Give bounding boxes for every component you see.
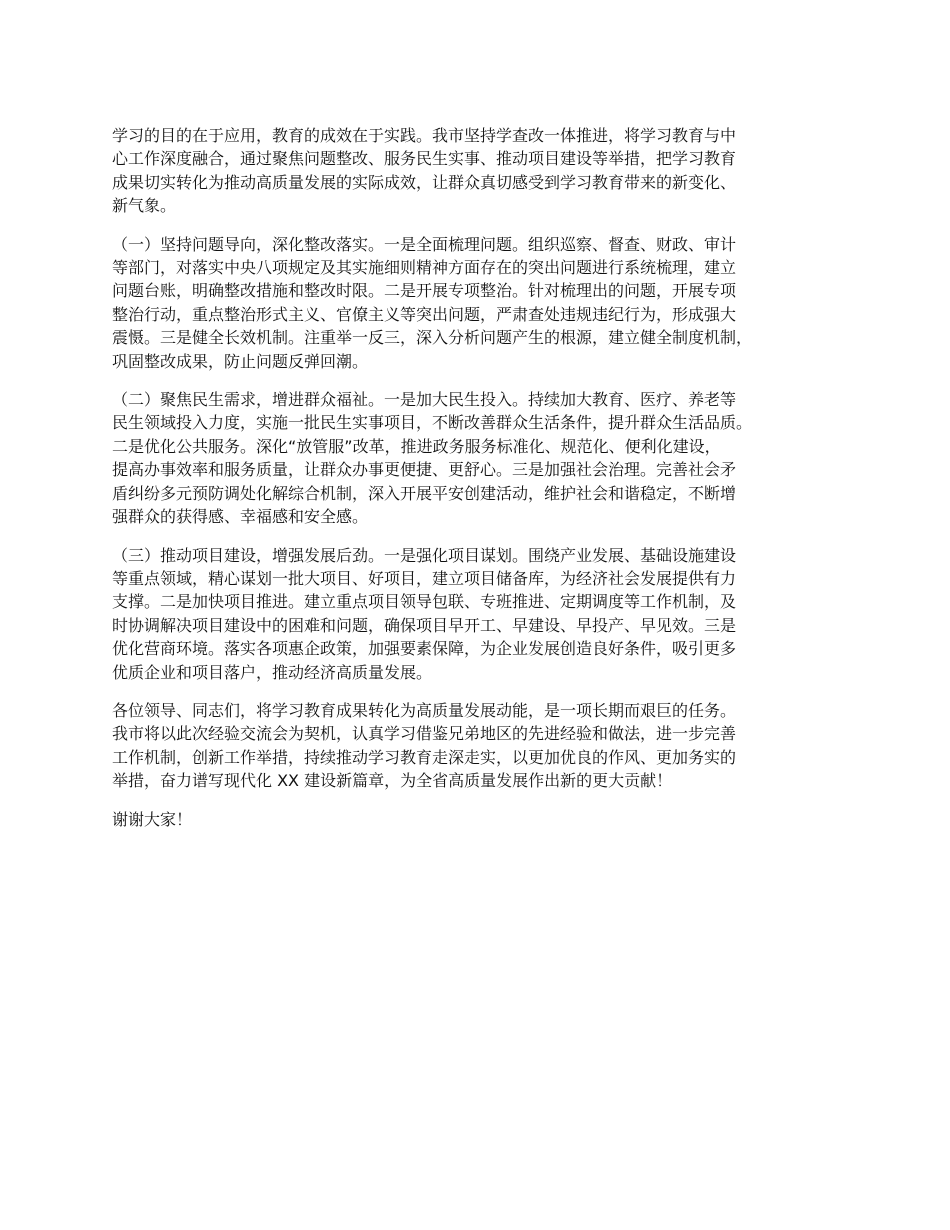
text-line: 我市将以此次经验交流会为契机，认真学习借鉴兄弟地区的先进经验和做法，进一步完善	[112, 724, 737, 744]
text-line: 优化营商环境。落实各项惠企政策，加强要素保障，为企业发展创造良好条件，吸引更多	[112, 639, 737, 659]
text-line: 二是优化公共服务。深化“放管服”改革，推进政务服务标准化、规范化、便利化建设，	[112, 436, 721, 456]
text-line: 心工作深度融合，通过聚焦问题整改、服务民生实事、推动项目建设等举措，把学习教育	[112, 149, 737, 169]
text-line: （二）聚焦民生需求，增进群众福祉。一是加大民生投入。持续加大教育、医疗、养老等	[112, 390, 737, 410]
text-line: 整治行动，重点整治形式主义、官僚主义等突出问题，严肃查处违规违纪行为，形成强大	[112, 304, 737, 324]
text-line: 支撑。二是加快项目推进。建立重点项目领导包联、专班推进、定期调度等工作机制，及	[112, 592, 737, 612]
text-line: （三）推动项目建设，增强发展后劲。一是强化项目谋划。围绕产业发展、基础设施建设	[112, 545, 737, 565]
text-line: 盾纠纷多元预防调处化解综合机制，深入开展平安创建活动，维护社会和谐稳定，不断增	[112, 483, 737, 503]
paragraph	[112, 808, 857, 831]
text-line: 举措，奋力谱写现代化 XX 建设新篇章，为全省高质量发展作出新的更大贡献！	[112, 771, 673, 791]
text-line: 等重点领域，精心谋划一批大项目、好项目，建立项目储备库，为经济社会发展提供有力	[112, 568, 737, 588]
paragraph	[112, 699, 857, 793]
text-line: 新气象。	[112, 196, 177, 216]
text-line: 巩固整改成果，防止问题反弹回潮。	[112, 351, 369, 371]
paragraph	[112, 544, 857, 684]
text-line: 强群众的获得感、幸福感和安全感。	[112, 507, 369, 527]
text-line: 提高办事效率和服务质量，让群众办事更便捷、更舒心。三是加强社会治理。完善社会矛	[112, 460, 737, 480]
text-line: 问题台账，明确整改措施和整改时限。二是开展专项整治。针对梳理出的问题，开展专项	[112, 281, 737, 301]
text-line: （一）坚持问题导向，深化整改落实。一是全面梳理问题。组织巡察、督查、财政、审计	[112, 234, 737, 254]
text-line: 谢谢大家！	[112, 809, 193, 829]
text-line: 工作机制，创新工作举措，持续推动学习教育走深走实，以更加优良的作风、更加务实的	[112, 747, 737, 767]
text-line: 时协调解决项目建设中的困难和问题，确保项目早开工、早建设、早投产、早见效。三是	[112, 615, 737, 635]
document-body	[112, 124, 857, 846]
text-line: 各位领导、同志们，将学习教育成果转化为高质量发展动能，是一项长期而艰巨的任务。	[112, 700, 737, 720]
text-line: 成果切实转化为推动高质量发展的实际成效，让群众真切感受到学习教育带来的新变化、	[112, 172, 737, 192]
paragraph	[112, 124, 857, 218]
text-line: 震慑。三是健全长效机制。注重举一反三，深入分析问题产生的根源，建立健全制度机制，	[112, 328, 753, 348]
text-line: 民生领域投入力度，实施一批民生实事项目，不断改善群众生活条件，提升群众生活品质。	[112, 413, 753, 433]
text-line: 学习的目的在于应用，教育的成效在于实践。我市坚持学查改一体推进，将学习教育与中	[112, 126, 737, 145]
text-line: 等部门，对落实中央八项规定及其实施细则精神方面存在的突出问题进行系统梳理，建立	[112, 258, 737, 278]
text-line: 优质企业和项目落户，推动经济高质量发展。	[112, 662, 433, 682]
paragraph	[112, 233, 857, 373]
paragraph	[112, 388, 857, 528]
